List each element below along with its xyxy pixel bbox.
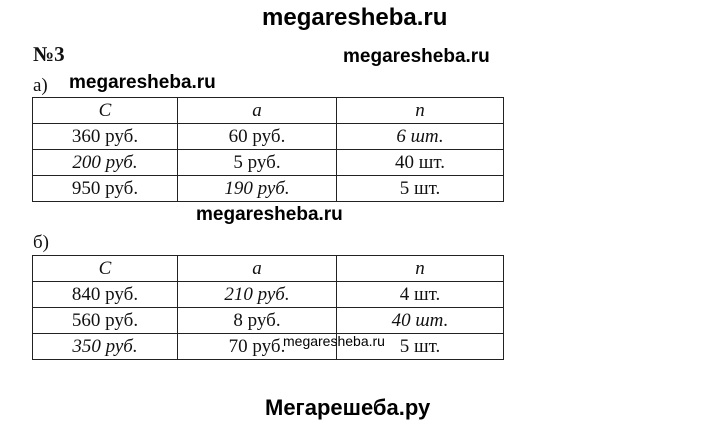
table-header-row [33,98,504,124]
cell-c: 200 руб. [33,150,178,176]
header-cell-n: n [337,98,504,124]
cell-a: 8 руб. [178,308,337,334]
table-header-row [33,256,504,282]
watermark-middle: megaresheba.ru [196,204,343,225]
table-row [33,176,504,202]
table-row [33,282,504,308]
table-part-b [32,255,504,360]
cell-c: 560 руб. [33,308,178,334]
cell-a: 190 руб. [178,176,337,202]
table-row [33,150,504,176]
cell-n: 40 шт. [337,308,504,334]
cell-n: 40 шт. [337,150,504,176]
part-b-label: б) [33,232,49,253]
table-part-a [32,97,504,202]
cell-n: 4 шт. [337,282,504,308]
cell-n: 5 шт. [337,176,504,202]
cell-n: 6 шт. [337,124,504,150]
cell-c: 350 руб. [33,334,178,360]
cell-a: 5 руб. [178,150,337,176]
header-cell-c: C [33,98,178,124]
table-row [33,334,504,360]
cell-a: 60 руб. [178,124,337,150]
cell-c: 360 руб. [33,124,178,150]
header-cell-a: a [178,256,337,282]
cell-a: 70 руб. [178,334,337,360]
watermark-top: megaresheba.ru [262,4,448,31]
cell-n: 5 шт. [337,334,504,360]
watermark-right: megaresheba.ru [343,46,490,67]
watermark-bottom: Мегарешеба.ру [265,395,431,420]
header-cell-a: a [178,98,337,124]
task-number: №3 [33,42,65,66]
part-a-label: а) [33,75,48,96]
watermark-part-a: megaresheba.ru [69,72,216,93]
header-cell-n: n [337,256,504,282]
cell-c: 840 руб. [33,282,178,308]
header-cell-c: C [33,256,178,282]
watermark-small: megaresheba.ru [283,333,385,349]
cell-a: 210 руб. [178,282,337,308]
cell-c: 950 руб. [33,176,178,202]
table-row [33,124,504,150]
table-row [33,308,504,334]
